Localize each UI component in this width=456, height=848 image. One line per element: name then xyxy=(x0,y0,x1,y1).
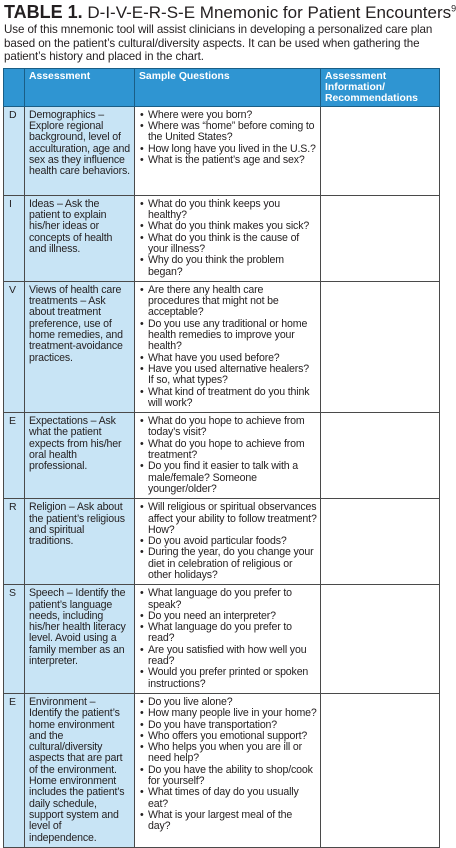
question-item: • Would you prefer printed or spoken instructions? xyxy=(139,667,317,690)
question-item: • Who offers you emotional support? xyxy=(139,731,317,742)
table-row xyxy=(4,499,440,585)
question-item: • What is the patient’s age and sex? xyxy=(139,155,317,166)
table-header-row xyxy=(4,68,440,106)
header-assessment: Assessment xyxy=(25,68,135,106)
row-assessment: Religion – Ask about the patient’s religious and spiritual traditions. xyxy=(25,499,135,585)
question-item: • How many people live in your home? xyxy=(139,708,317,719)
question-item: • Will religious or spiritual observances affect your ability to follow treatment? How? xyxy=(139,502,317,536)
question-item: • What do you think keeps you healthy? xyxy=(139,199,317,222)
question-list xyxy=(139,285,317,409)
row-recommendations xyxy=(321,499,440,585)
row-assessment: Demographics – Explore regional background, level of acculturation, age and sex as they influence health care behaviors. xyxy=(25,106,135,195)
question-item: • What do you hope to achieve from today’s visit? xyxy=(139,416,317,439)
row-letter: D xyxy=(4,106,25,195)
question-item: • What do you think makes you sick? xyxy=(139,221,317,232)
row-sample-questions xyxy=(135,693,321,847)
row-recommendations xyxy=(321,413,440,499)
question-item: • Who helps you when you are ill or need help? xyxy=(139,742,317,765)
question-list xyxy=(139,502,317,581)
question-list xyxy=(139,199,317,278)
header-assessment-information: Assessment Information/ Recommendations xyxy=(321,68,440,106)
question-item: • Where were you born? xyxy=(139,110,317,121)
row-recommendations xyxy=(321,281,440,412)
row-letter: V xyxy=(4,281,25,412)
question-item: • How long have you lived in the U.S.? xyxy=(139,144,317,155)
table-title-text: D-I-V-E-R-S-E Mnemonic for Patient Encounters xyxy=(82,3,452,22)
question-item: • Do you live alone? xyxy=(139,697,317,708)
row-sample-questions xyxy=(135,106,321,195)
row-recommendations xyxy=(321,693,440,847)
row-letter: S xyxy=(4,585,25,694)
table-title xyxy=(4,2,456,22)
question-item: • What do you think is the cause of your illness? xyxy=(139,233,317,256)
row-letter: I xyxy=(4,195,25,281)
table-row xyxy=(4,413,440,499)
question-item: • During the year, do you change your diet in celebration of religious or other holidays? xyxy=(139,547,317,581)
question-item: • Have you used alternative healers? If so, what types? xyxy=(139,364,317,387)
question-item: • Do you have transportation? xyxy=(139,720,317,731)
question-list xyxy=(139,416,317,495)
row-sample-questions xyxy=(135,585,321,694)
row-letter: E xyxy=(4,413,25,499)
question-item: • Do you use any traditional or home health remedies to improve your health? xyxy=(139,319,317,353)
table-row xyxy=(4,585,440,694)
table-row xyxy=(4,106,440,195)
question-item: • What is your largest meal of the day? xyxy=(139,810,317,833)
table-number: TABLE 1. xyxy=(4,2,83,22)
mnemonic-table xyxy=(3,68,440,848)
header-sample-questions: Sample Questions xyxy=(135,68,321,106)
row-recommendations xyxy=(321,585,440,694)
row-sample-questions xyxy=(135,413,321,499)
row-assessment: Ideas – Ask the patient to explain his/her ideas or concepts of health and illness. xyxy=(25,195,135,281)
question-item: • Why do you think the problem began? xyxy=(139,255,317,278)
row-sample-questions xyxy=(135,281,321,412)
row-assessment: Speech – Identify the patient’s language needs, including his/her health literacy level. Avoid using a family member as an interpreter. xyxy=(25,585,135,694)
question-item: • Do you avoid particular foods? xyxy=(139,536,317,547)
row-assessment: Expectations – Ask what the patient expects from his/her oral health professional. xyxy=(25,413,135,499)
question-item: • Do you have the ability to shop/cook for yourself? xyxy=(139,765,317,788)
citation-superscript: 9 xyxy=(451,3,456,14)
question-item: • Where was “home” before coming to the United States? xyxy=(139,121,317,144)
question-item: • What language do you prefer to read? xyxy=(139,622,317,645)
row-sample-questions xyxy=(135,195,321,281)
question-list xyxy=(139,697,317,833)
question-list xyxy=(139,588,317,690)
table-body xyxy=(4,106,440,847)
question-item: • Are there any health care procedures that might not be acceptable? xyxy=(139,285,317,319)
question-list xyxy=(139,110,317,166)
row-letter: R xyxy=(4,499,25,585)
question-item: • What kind of treatment do you think will work? xyxy=(139,387,317,410)
row-recommendations xyxy=(321,106,440,195)
table-row xyxy=(4,693,440,847)
question-item: • What do you hope to achieve from treatment? xyxy=(139,439,317,462)
question-item: • What language do you prefer to speak? xyxy=(139,588,317,611)
question-item: • What have you used before? xyxy=(139,353,317,364)
intro-paragraph: Use of this mnemonic tool will assist clinicians in developing a personalized care plan based on the patient’s cultural/diversity aspects. It can be used when gathering the patient’s history and placed in the chart. xyxy=(4,23,433,64)
row-assessment: Views of health care treatments – Ask about treatment preference, use of home remedies, and treatment-avoidance practices. xyxy=(25,281,135,412)
question-item: • Do you find it easier to talk with a male/female? Someone younger/older? xyxy=(139,461,317,495)
table-row xyxy=(4,195,440,281)
row-assessment: Environment – Identify the patient’s home environment and the cultural/diversity aspects that are part of the environment. Home environment includes the patient’s daily schedule, support system and level of independence. xyxy=(25,693,135,847)
row-recommendations xyxy=(321,195,440,281)
question-item: • What times of day do you usually eat? xyxy=(139,787,317,810)
table-row xyxy=(4,281,440,412)
question-item: • Do you need an interpreter? xyxy=(139,611,317,622)
row-sample-questions xyxy=(135,499,321,585)
row-letter: E xyxy=(4,693,25,847)
question-item: • Are you satisfied with how well you read? xyxy=(139,645,317,668)
header-letter xyxy=(4,68,25,106)
